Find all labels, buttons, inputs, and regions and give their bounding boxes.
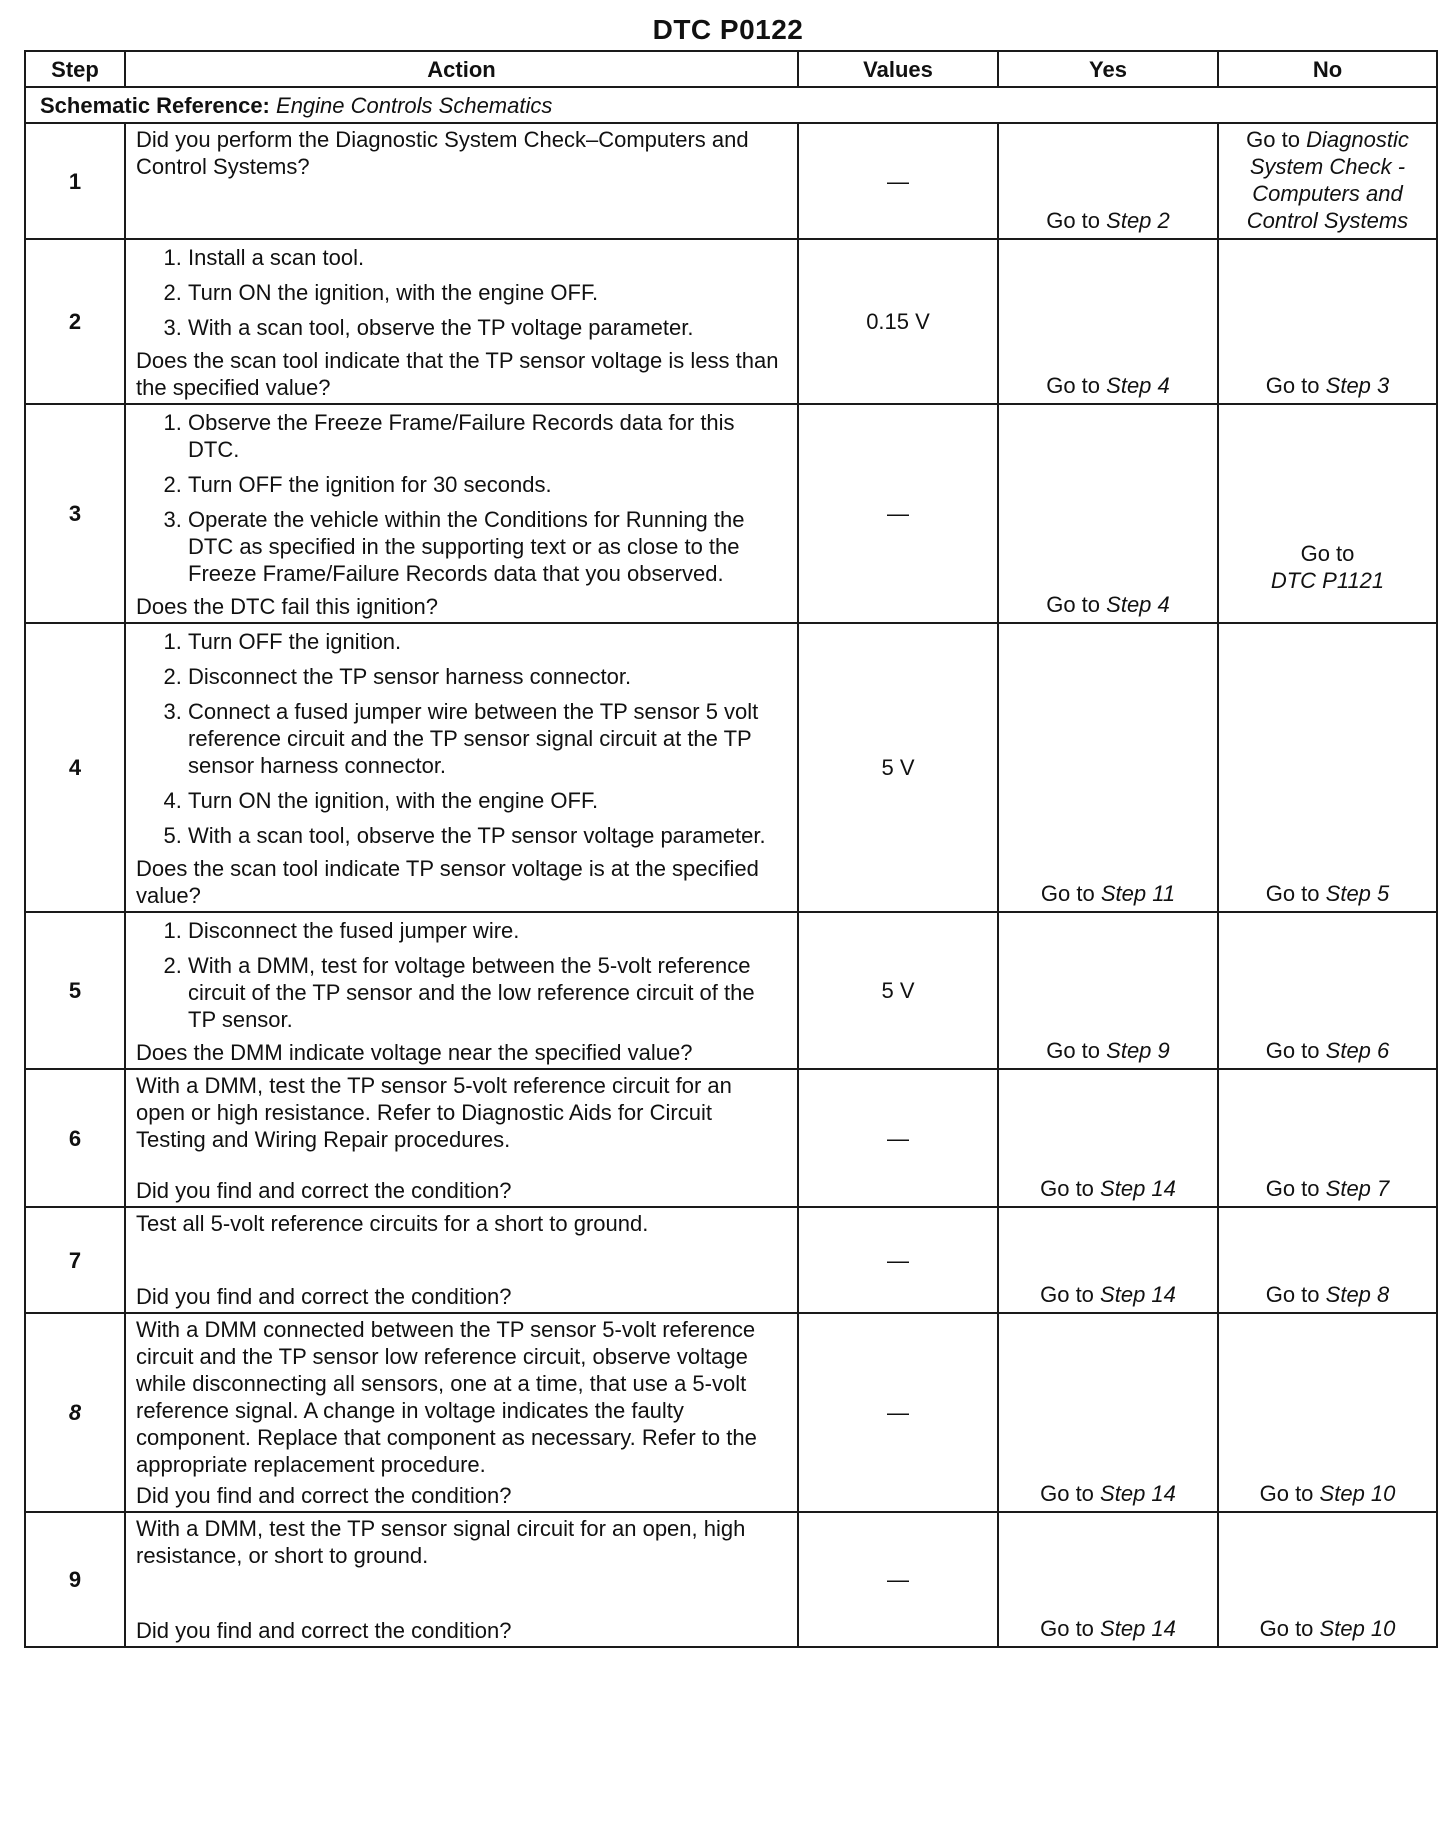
value-cell: 5 V [798, 912, 998, 1069]
yes-link[interactable]: Step 9 [1106, 1038, 1170, 1063]
table-row [25, 1512, 1437, 1647]
no-link[interactable]: Step 10 [1319, 1616, 1396, 1641]
no-cell [1218, 404, 1437, 623]
step-number: 9 [25, 1512, 125, 1647]
action-cell [125, 1313, 798, 1512]
header-no: No [1218, 51, 1437, 87]
yes-link[interactable]: Step 14 [1100, 1616, 1176, 1641]
goto-text: Go to [1259, 1481, 1314, 1506]
yes-link[interactable]: Step 4 [1106, 592, 1170, 617]
no-cell [1218, 1069, 1437, 1207]
goto-text: Go to [1046, 208, 1101, 233]
no-cell [1218, 1313, 1437, 1512]
goto-text: Go to [1300, 541, 1355, 566]
no-link[interactable]: Step 10 [1319, 1481, 1396, 1506]
schematic-link[interactable]: Engine Controls Schematics [276, 92, 553, 118]
table-row [25, 239, 1437, 404]
no-link[interactable]: Diagnostic System Check - Computers and Control Systems [1246, 127, 1409, 233]
action-question: Does the scan tool indicate that the TP sensor voltage is less than the specified value? [136, 348, 779, 400]
value-cell: 0.15 V [798, 239, 998, 404]
list-item: 2. Disconnect the TP sensor harness connector. [188, 663, 783, 690]
schematic-label: Schematic Reference: [40, 92, 270, 118]
header-row [25, 51, 1437, 87]
action-cell [125, 1512, 798, 1647]
page-title: DTC P0122 [652, 14, 804, 45]
no-link[interactable]: Step 3 [1325, 373, 1390, 398]
action-cell [125, 1069, 798, 1207]
list-item: 1. Disconnect the fused jumper wire. [188, 917, 783, 944]
step-number: 4 [25, 623, 125, 912]
goto-text: Go to [1046, 1038, 1101, 1063]
step-number: 2 [25, 239, 125, 404]
goto-text: Go to [1040, 1616, 1094, 1641]
yes-link[interactable]: Step 2 [1106, 208, 1170, 233]
step-number: 6 [25, 1069, 125, 1207]
table-row [25, 1313, 1437, 1512]
value-cell: — [798, 1069, 998, 1207]
yes-link[interactable]: Step 4 [1106, 373, 1170, 398]
schematic-reference [25, 87, 1437, 123]
goto-text: Go to [1040, 881, 1095, 906]
list-item: 3. With a scan tool, observe the TP voltage parameter. [188, 314, 783, 341]
list-item: 1. Turn OFF the ignition. [188, 628, 783, 655]
yes-link[interactable]: Step 14 [1100, 1481, 1176, 1506]
goto-text: Go to [1265, 1282, 1320, 1307]
diagnostic-table [24, 50, 1438, 1648]
action-text: Did you perform the Diagnostic System Check–Computers and Control Systems? [136, 127, 749, 179]
action-text: With a DMM, test the TP sensor signal circuit for an open, high resistance, or short to ground. [136, 1516, 746, 1568]
goto-text: Go to [1265, 1038, 1320, 1063]
list-item: 2. Turn OFF the ignition for 30 seconds. [188, 471, 783, 498]
yes-cell [998, 623, 1218, 912]
list-item: 4. Turn ON the ignition, with the engine OFF. [188, 787, 783, 814]
no-link[interactable]: Step 5 [1325, 881, 1390, 906]
action-cell [125, 912, 798, 1069]
action-cell [125, 123, 798, 239]
goto-text: Go to [1046, 592, 1101, 617]
value-cell: — [798, 1207, 998, 1313]
step-number: 8 [25, 1313, 125, 1512]
header-action: Action [125, 51, 798, 87]
no-cell [1218, 623, 1437, 912]
header-values: Values [798, 51, 998, 87]
header-yes: Yes [998, 51, 1218, 87]
list-item: 1. Install a scan tool. [188, 244, 783, 271]
no-cell [1218, 239, 1437, 404]
no-cell [1218, 1207, 1437, 1313]
action-question: Did you find and correct the condition? [136, 1284, 512, 1309]
action-cell [125, 404, 798, 623]
no-link[interactable]: DTC P1121 [1270, 568, 1385, 593]
step-number: 5 [25, 912, 125, 1069]
value-cell: 5 V [798, 623, 998, 912]
no-cell [1218, 912, 1437, 1069]
value-cell: — [798, 404, 998, 623]
action-list [136, 628, 783, 849]
table-row [25, 912, 1437, 1069]
action-text: With a DMM, test the TP sensor 5-volt reference circuit for an open or high resistance. Refer to Diagnostic Aids for Circuit Testing and Wiring Repair procedures. [136, 1073, 732, 1152]
no-cell [1218, 123, 1437, 239]
action-question: Does the scan tool indicate TP sensor voltage is at the specified value? [136, 856, 759, 908]
action-list [136, 917, 783, 1033]
no-cell [1218, 1512, 1437, 1647]
yes-cell [998, 1207, 1218, 1313]
step-number: 7 [25, 1207, 125, 1313]
action-question: Does the DTC fail this ignition? [136, 594, 439, 619]
list-item: 3. Connect a fused jumper wire between the TP sensor 5 volt reference circuit and the TP sensor signal circuit at the TP sensor harness connector. [188, 698, 783, 779]
action-cell [125, 239, 798, 404]
spacer [136, 1569, 783, 1615]
goto-text: Go to [1246, 127, 1300, 152]
action-list [136, 244, 783, 341]
goto-text: Go to [1265, 1176, 1320, 1201]
goto-text: Go to [1265, 881, 1320, 906]
yes-cell [998, 912, 1218, 1069]
goto-text: Go to [1046, 373, 1101, 398]
schematic-row [25, 87, 1437, 123]
header-step: Step [25, 51, 125, 87]
yes-cell [998, 1069, 1218, 1207]
yes-cell [998, 123, 1218, 239]
list-item: 3. Operate the vehicle within the Conditions for Running the DTC as specified in the supporting text or as close to the Freeze Frame/Failure Records data that you observed. [188, 506, 783, 587]
yes-cell [998, 1313, 1218, 1512]
spacer [136, 1237, 783, 1281]
goto-text: Go to [1040, 1176, 1094, 1201]
action-cell [125, 623, 798, 912]
yes-link[interactable]: Step 14 [1100, 1282, 1176, 1307]
step-number: 3 [25, 404, 125, 623]
value-cell: — [798, 1512, 998, 1647]
list-item: 1. Observe the Freeze Frame/Failure Records data for this DTC. [188, 409, 783, 463]
value-cell: — [798, 123, 998, 239]
yes-cell [998, 239, 1218, 404]
action-question: Did you find and correct the condition? [136, 1178, 512, 1203]
action-list [136, 409, 783, 587]
no-link[interactable]: Step 7 [1325, 1176, 1390, 1201]
yes-cell [998, 1512, 1218, 1647]
table-row [25, 623, 1437, 912]
action-text: Test all 5-volt reference circuits for a short to ground. [136, 1211, 649, 1236]
goto-text: Go to [1265, 373, 1320, 398]
value-cell: — [798, 1313, 998, 1512]
table-row [25, 404, 1437, 623]
yes-cell [998, 404, 1218, 623]
list-item: 2. With a DMM, test for voltage between the 5-volt reference circuit of the TP sensor and the low reference circuit of the TP sensor. [188, 952, 783, 1033]
goto-text: Go to [1040, 1481, 1094, 1506]
action-question: Did you find and correct the condition? [136, 1483, 512, 1508]
list-item: 5. With a scan tool, observe the TP sensor voltage parameter. [188, 822, 783, 849]
no-link[interactable]: Step 8 [1325, 1282, 1390, 1307]
action-text: With a DMM connected between the TP sensor 5-volt reference circuit and the TP sensor low reference circuit, observe voltage while disconnecting all sensors, one at a time, that use a 5-volt reference signal. A change in voltage indicates the faulty component. Replace that component as necessary. Refer to the appropriate replacement procedure. [136, 1317, 757, 1477]
table-row [25, 1069, 1437, 1207]
action-cell [125, 1207, 798, 1313]
table-row [25, 123, 1437, 239]
step-number: 1 [25, 123, 125, 239]
action-question: Does the DMM indicate voltage near the specified value? [136, 1040, 693, 1065]
table-row [25, 1207, 1437, 1313]
action-question: Did you find and correct the condition? [136, 1618, 512, 1643]
spacer [136, 1153, 783, 1175]
goto-text: Go to [1259, 1616, 1314, 1641]
no-link[interactable]: Step 6 [1325, 1038, 1390, 1063]
yes-link[interactable]: Step 14 [1100, 1176, 1176, 1201]
list-item: 2. Turn ON the ignition, with the engine OFF. [188, 279, 783, 306]
yes-link[interactable]: Step 11 [1100, 881, 1176, 906]
goto-text: Go to [1040, 1282, 1094, 1307]
